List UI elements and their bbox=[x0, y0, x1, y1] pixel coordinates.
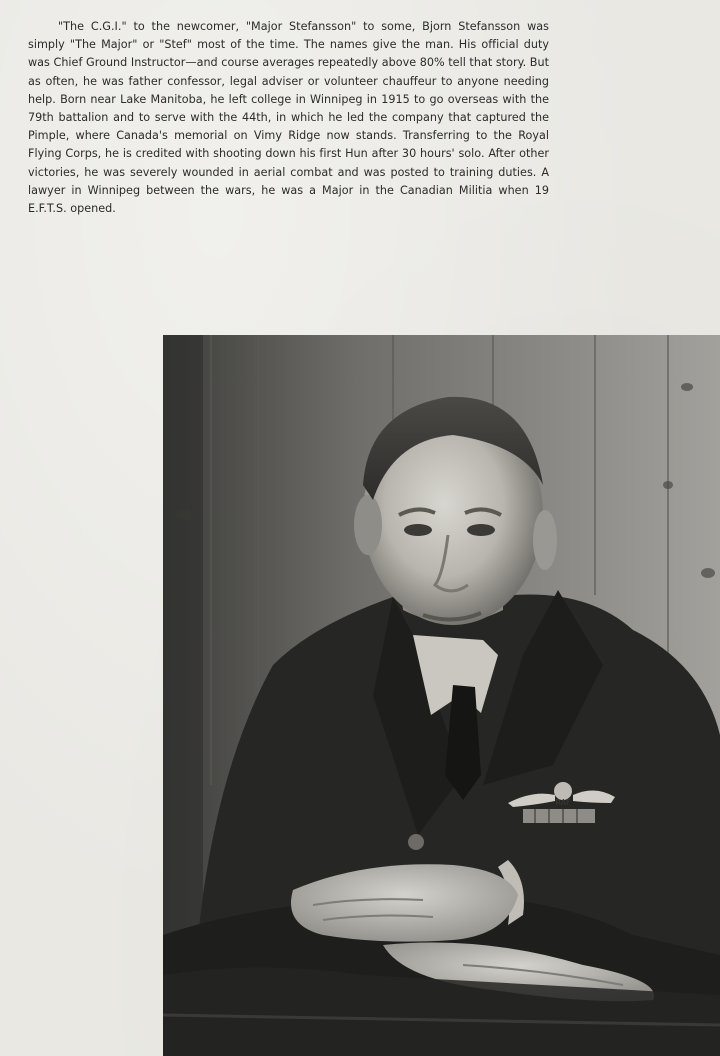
medal-ribbons bbox=[523, 809, 595, 823]
portrait-photo bbox=[163, 335, 720, 1056]
biography-paragraph: "The C.G.I." to the newcomer, "Major Stefansson" to some, Bjorn Stefansson was simply "The Major" or "Stef" most of the time. The names give the man. His official duty was Chief Ground Instructor—and course averages repeatedly above 80% tell that story. But as often, he was father confessor, legal adviser or volunteer chauffeur to anyone needing help. Born near Lake Manitoba, he left college in Winnipeg in 1915 to go overseas with the 79th battalion and to serve with the 44th, in which he led the company that captured the Pimple, where Canada's memorial on Vimy Ridge now stands. Transferring to the Royal Flying Corps, he is credited with shooting down his first Hun after 30 hours' solo. After other victories, he was severely wounded in aerial combat and was posted to training duties. A lawyer in Winnipeg between the wars, he was a Major in the Canadian Militia when 19 E.F.T.S. opened. bbox=[28, 20, 549, 216]
badge-letters: RAF bbox=[555, 798, 571, 807]
portrait-illustration bbox=[163, 335, 720, 1056]
jacket-button bbox=[408, 834, 424, 850]
